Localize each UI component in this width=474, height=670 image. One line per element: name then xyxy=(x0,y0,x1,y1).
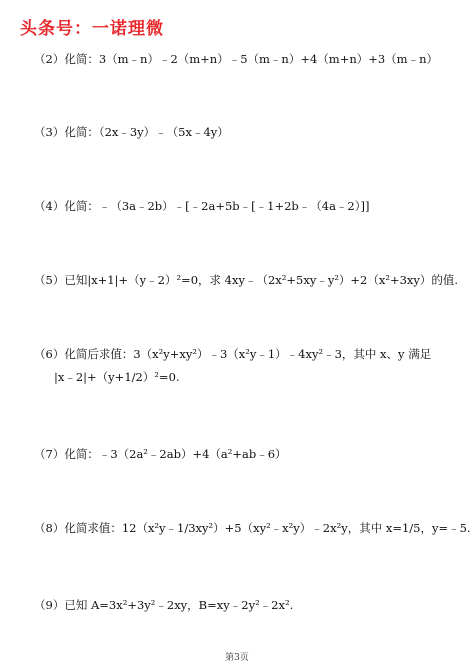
problem-8: （8）化简求值：12（x²y﹣1/3xy²）+5（xy²﹣x²y）﹣2x²y，其中 x=1/5，y=﹣5. xyxy=(34,521,471,535)
problem-6: （6）化简后求值：3（x²y+xy²）﹣3（x²y﹣1）﹣4xy²﹣3，其中 x、y 满足 xyxy=(34,347,432,361)
problem-7: （7）化简：﹣3（2a²﹣2ab）+4（a²+ab﹣6） xyxy=(34,447,287,461)
page-header-title: 头条号：一诺理微 xyxy=(20,19,164,39)
problem-3: （3）化简：（2x﹣3y）﹣（5x﹣4y） xyxy=(34,125,229,139)
problem-6-condition: |x﹣2|+（y+1/2）²=0. xyxy=(54,370,180,384)
problem-2: （2）化简：3（m﹣n）﹣2（m+n）﹣5（m﹣n）+4（m+n）+3（m﹣n） xyxy=(34,52,438,66)
page-number: 第3页 xyxy=(225,653,249,663)
problem-4: （4）化简：﹣（3a﹣2b）﹣[﹣2a+5b﹣[﹣1+2b﹣（4a﹣2）]] xyxy=(34,199,370,213)
problem-9: （9）已知 A=3x²+3y²﹣2xy，B=xy﹣2y²﹣2x². xyxy=(34,598,294,612)
problem-5: （5）已知|x+1|+（y﹣2）²=0，求 4xy﹣（2x²+5xy﹣y²）+2（x²+3xy）的值. xyxy=(34,273,459,287)
